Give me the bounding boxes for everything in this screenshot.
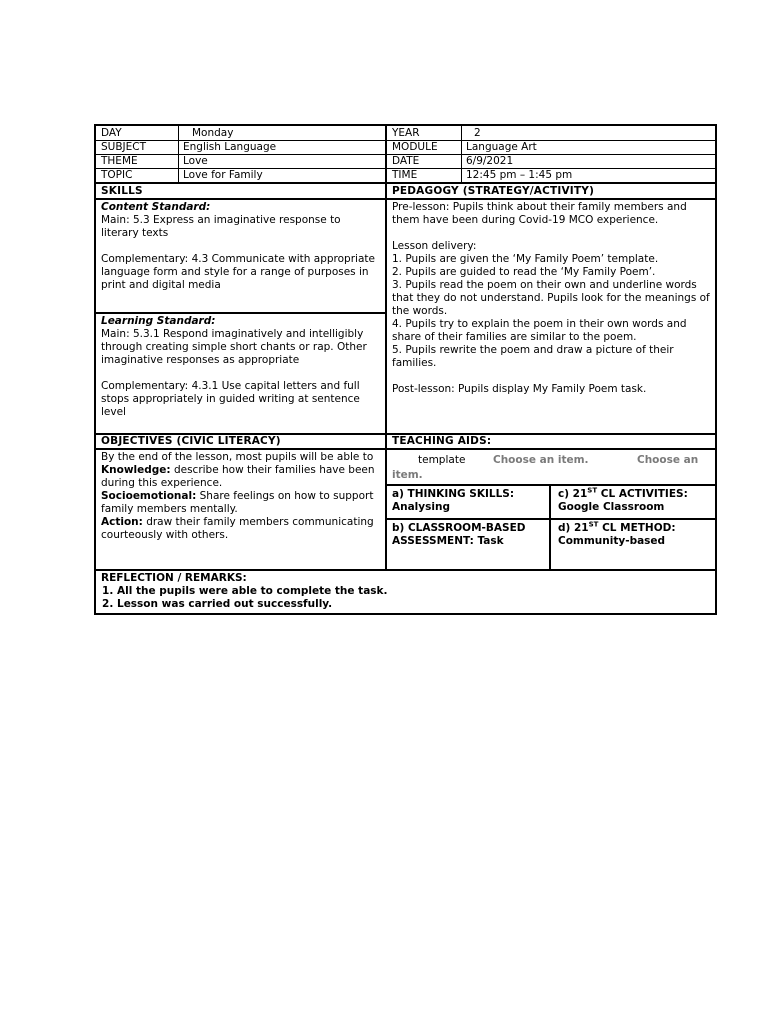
reflection-item: 1. All the pupils were able to complete the task. (117, 585, 701, 598)
subject-label: SUBJECT (101, 141, 147, 153)
socioemotional-text: Share feelings on how to support family members mentally. (101, 490, 374, 515)
theme-label: THEME (101, 155, 138, 167)
choose-item-dropdown-continued[interactable]: item. (392, 469, 423, 481)
knowledge-objective (101, 464, 379, 490)
post-lesson-text: Post-lesson: Pupils display My Family Poem task. (392, 383, 647, 395)
center-divider (385, 126, 387, 434)
pedagogy-heading: PEDAGOGY (STRATEGY/ACTIVITY) (392, 185, 595, 197)
action-objective (101, 516, 379, 542)
day-label: DAY (101, 127, 122, 139)
lesson-step: 1. Pupils are given the ‘My Family Poem’ template. (392, 253, 659, 265)
assessment-value: ASSESSMENT: Task (392, 535, 504, 547)
subject-value: English Language (183, 141, 277, 153)
pre-lesson-text: Pre-lesson: Pupils think about their family members and them have been during Covid-19 MCO experience. (392, 201, 687, 226)
action-label: Action: (101, 516, 143, 528)
socioemotional-label: Socioemotional: (101, 490, 197, 502)
theme-value: Love (183, 155, 208, 167)
module-value: Language Art (466, 141, 537, 153)
teaching-aids-heading: TEACHING AIDS: (392, 435, 492, 447)
content-standard-block (101, 201, 381, 292)
thinking-skills-value: Analysing (392, 501, 450, 513)
section-divider (96, 182, 715, 184)
column-divider (178, 126, 179, 183)
content-standard-complementary: Complementary: 4.3 Communicate with appropriate language form and style for a range of purposes in print and digital media (101, 253, 375, 291)
knowledge-label: Knowledge: (101, 464, 171, 476)
day-value: Monday (192, 127, 234, 139)
lesson-plan-table (94, 124, 717, 615)
time-value: 12:45 pm – 1:45 pm (466, 169, 573, 181)
knowledge-text: describe how their families have been during this experience. (101, 464, 375, 489)
section-divider (96, 448, 715, 450)
section-divider (96, 198, 715, 200)
socioemotional-objective (101, 490, 379, 516)
topic-value: Love for Family (183, 169, 263, 181)
lesson-step: 3. Pupils read the poem on their own and underline words that they do not understand. Pupils look for the meanings of the words. (392, 279, 710, 317)
choose-item-dropdown[interactable]: Choose an (637, 454, 699, 466)
objectives-block (101, 451, 379, 542)
choose-item-dropdown[interactable]: Choose an item. (493, 454, 589, 466)
learning-standard-complementary: Complementary: 4.3.1 Use capital letters and full stops appropriately in guided writing at sentence level (101, 380, 360, 418)
learning-standard-block (101, 315, 381, 419)
time-label: TIME (392, 169, 418, 181)
lesson-delivery-title: Lesson delivery: (392, 240, 477, 252)
teaching-aid-item: template (418, 454, 466, 466)
skills-divider (96, 312, 386, 314)
reflection-item: 2. Lesson was carried out successfully. (117, 598, 701, 611)
box-column-divider (549, 484, 551, 570)
cl-activities-label: c) 21ST CL ACTIVITIES: (558, 486, 688, 500)
reflection-block (101, 572, 701, 611)
column-divider (461, 126, 462, 183)
objectives-heading: OBJECTIVES (CIVIC LITERACY) (101, 435, 281, 447)
lesson-step: 2. Pupils are guided to read the ‘My Family Poem’. (392, 266, 656, 278)
pedagogy-block (392, 201, 710, 396)
objectives-intro: By the end of the lesson, most pupils will be able to (101, 451, 374, 463)
year-value: 2 (474, 127, 481, 139)
content-standard-title: Content Standard: (101, 201, 211, 213)
cl-activities-value: Google Classroom (558, 501, 665, 513)
thinking-skills-label: a) THINKING SKILLS: (392, 488, 515, 500)
reflection-heading: REFLECTION / REMARKS: (101, 572, 247, 584)
lesson-step: 5. Pupils rewrite the poem and draw a picture of their families. (392, 344, 674, 369)
topic-label: TOPIC (101, 169, 133, 181)
date-label: DATE (392, 155, 420, 167)
date-value: 6/9/2021 (466, 155, 514, 167)
lesson-step: 4. Pupils try to explain the poem in their own words and share of their families are similar to the poem. (392, 318, 687, 343)
reflection-list (101, 585, 701, 611)
cl-method-label: d) 21ST CL METHOD: (558, 520, 676, 534)
action-text: draw their family members communicating courteously with others. (101, 516, 374, 541)
section-divider (96, 569, 715, 571)
learning-standard-main: Main: 5.3.1 Respond imaginatively and intelligibly through creating simple short chants or rap. Other imaginative responses as appropriate (101, 328, 367, 366)
cl-method-value: Community-based (558, 535, 666, 547)
learning-standard-title: Learning Standard: (101, 315, 216, 327)
center-divider (385, 433, 387, 569)
skills-heading: SKILLS (101, 185, 143, 197)
content-standard-main: Main: 5.3 Express an imaginative response to literary texts (101, 214, 341, 239)
year-label: YEAR (392, 127, 420, 139)
module-label: MODULE (392, 141, 438, 153)
assessment-label: b) CLASSROOM-BASED (392, 522, 526, 534)
